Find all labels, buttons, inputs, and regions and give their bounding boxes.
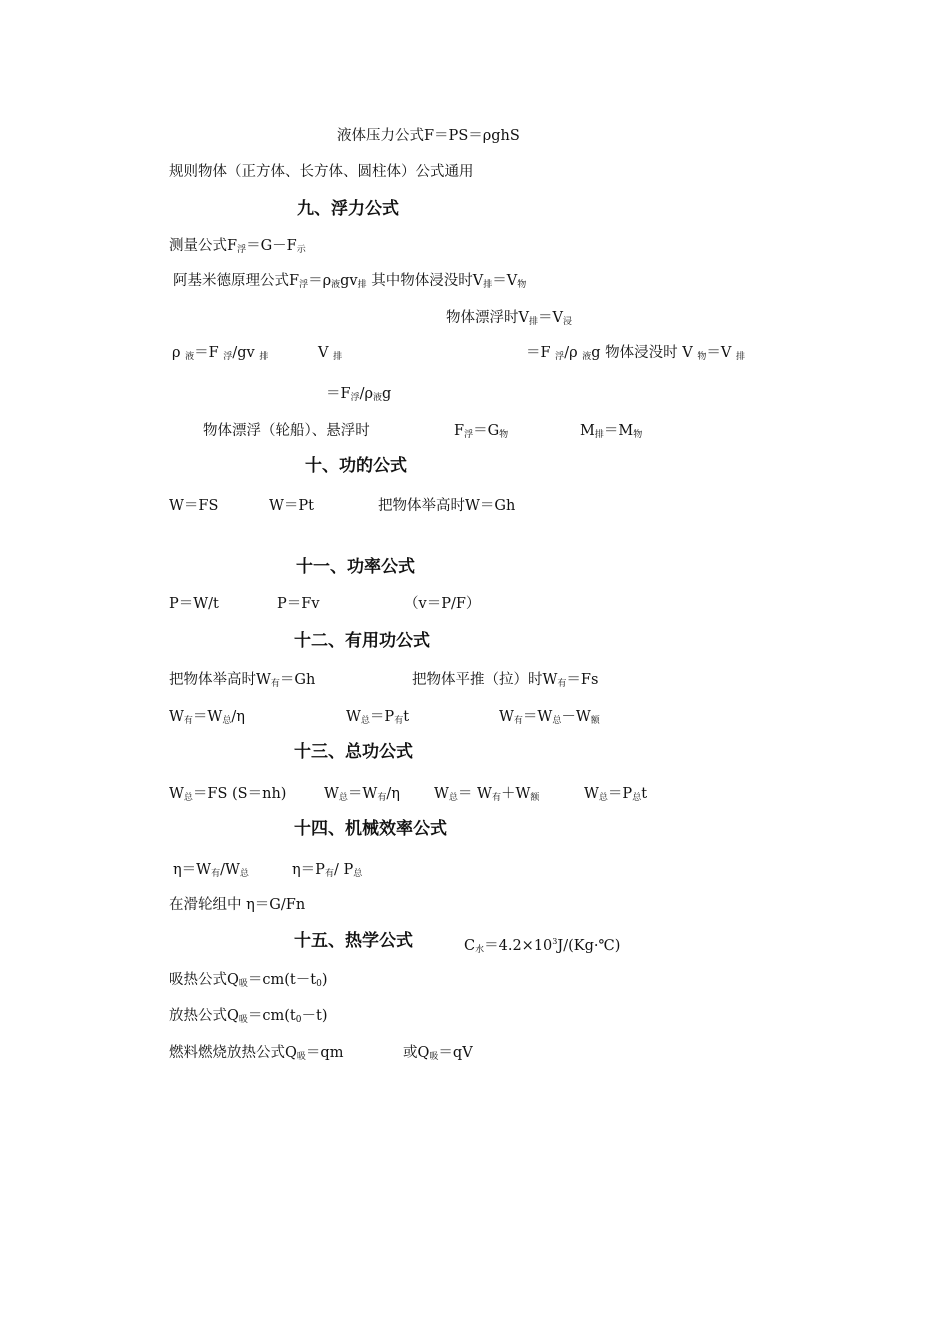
- heat-release-formula: 放热公式Q吸＝cm(t0－t): [169, 1008, 328, 1025]
- fuel-heat-formula-alt: 或Q吸＝qV: [403, 1045, 473, 1062]
- efficiency-formula-2: η＝P有/ P总: [292, 862, 363, 879]
- pulley-efficiency-formula: 在滑轮组中 η＝G/Fn: [169, 897, 306, 913]
- useful-work-formula-2: W总＝P有t: [346, 709, 410, 726]
- total-work-formula-1: W总＝FS (S＝nh): [169, 786, 287, 803]
- regular-objects-note: 规则物体（正方体、长方体、圆柱体）公式通用: [169, 164, 474, 180]
- useful-work-formula-1: W有＝W总/η: [169, 709, 245, 726]
- heading-total-work: 十三、总功公式: [294, 742, 413, 762]
- heading-work: 十、功的公式: [305, 456, 407, 476]
- total-work-formula-4: W总＝P总t: [584, 786, 648, 803]
- heading-thermal: 十五、热学公式: [294, 931, 413, 951]
- heading-useful-work: 十二、有用功公式: [294, 631, 430, 651]
- liquid-pressure-formula: 液体压力公式F＝PS＝ρghS: [337, 128, 520, 144]
- heading-efficiency: 十四、机械效率公式: [294, 819, 447, 839]
- heat-absorb-formula: 吸热公式Q吸＝cm(t－t0): [169, 972, 328, 989]
- heading-power: 十一、功率公式: [296, 557, 415, 577]
- heading-buoyancy: 九、浮力公式: [297, 199, 399, 219]
- useful-work-push: 把物体平推（拉）时W有＝Fs: [412, 672, 599, 689]
- efficiency-formula-1: η＝W有/W总: [173, 862, 249, 879]
- total-work-formula-2: W总＝W有/η: [324, 786, 400, 803]
- archimedes-formula: 阿基米德原理公式F浮＝ρ液gv排 其中物体浸没时V排＝V物: [173, 273, 527, 290]
- density-formula-left: ρ 液＝F 浮/gv 排: [172, 345, 269, 362]
- useful-work-formula-3: W有＝W总－W额: [499, 709, 600, 726]
- density-formula-2: ＝F浮/ρ液g: [326, 386, 392, 403]
- density-formula-mid: V 排: [318, 345, 343, 362]
- floating-ship-label: 物体漂浮（轮船）、悬浮时: [203, 423, 370, 439]
- floating-ship-formula-2: M排＝M物: [580, 423, 643, 440]
- work-formula-1: W＝FS: [169, 498, 219, 514]
- floating-ship-formula-1: F浮＝G物: [454, 423, 509, 440]
- total-work-formula-3: W总＝ W有＋W额: [434, 786, 540, 803]
- fuel-heat-formula: 燃料燃烧放热公式Q吸＝qm: [169, 1045, 344, 1062]
- work-formula-3: 把物体举高时W＝Gh: [378, 498, 516, 514]
- measure-formula: 测量公式F浮＝G－F示: [169, 238, 306, 255]
- water-specific-heat: C水$=4.2\times 10^3J/(Kg\cdot℃)$: [464, 937, 621, 955]
- power-formula-3: （v＝P/F）: [404, 596, 481, 612]
- power-formula-1: P＝W/t: [169, 596, 219, 612]
- work-formula-2: W＝Pt: [269, 498, 314, 514]
- density-formula-right: ＝F 浮/ρ 液g 物体浸没时 V 物＝V 排: [526, 345, 745, 362]
- floating-volume-formula: 物体漂浮时V排＝V浸: [446, 310, 572, 327]
- power-formula-2: P＝Fv: [277, 596, 320, 612]
- useful-work-lift: 把物体举高时W有＝Gh: [169, 672, 316, 689]
